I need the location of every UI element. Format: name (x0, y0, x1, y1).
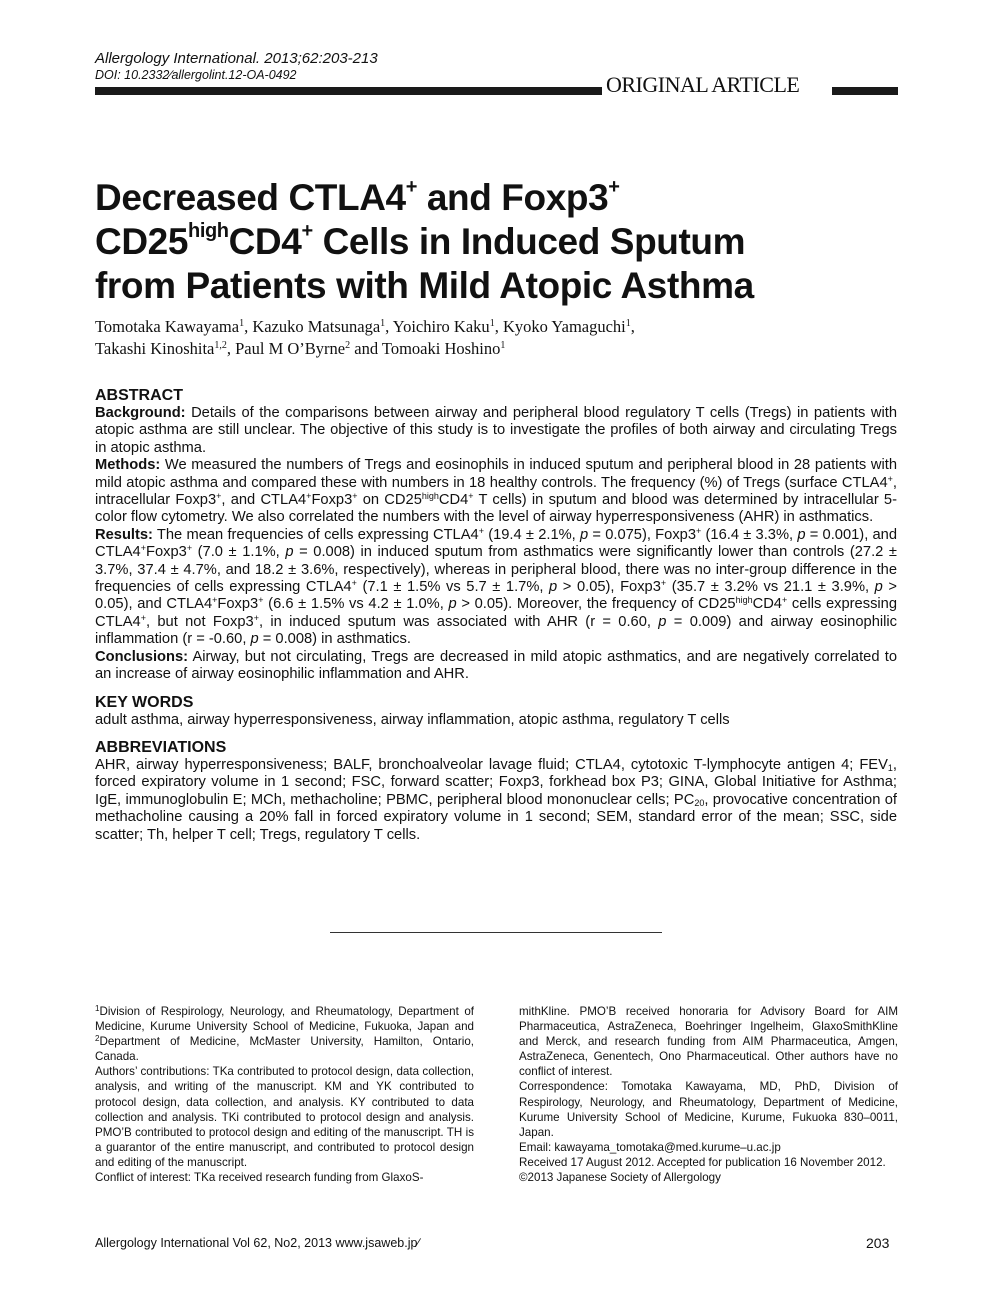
header-rule-right (832, 87, 898, 95)
page-number: 203 (866, 1235, 890, 1251)
title-line-3: from Patients with Mild Atopic Asthma (95, 265, 754, 306)
abbreviations-text: AHR, airway hyperresponsiveness; BALF, bronchoalveolar lavage fluid; CTLA4, cytotoxic T-lymphocyte antigen 4; $FEV_1$, forced expiratory volume in 1 second; FSC, forward scatter; Foxp3, forkhead box P3; GINA, Global Initiative for Asthma; IgE, immunoglobulin E; MCh, methacholine; PBMC, peripheral blood mononuclear cells; $PC_{20}$, provocative concentration of methacholine causing a 20% fall in forced expiratory volume in 1 second; SEM, standard error of the mean; SSC, side scatter; Th, helper T cell; Tregs, regulatory T cells. (95, 756, 897, 843)
journal-reference: Allergology International. 2013;62:203-213 (95, 50, 378, 67)
abbreviations-heading: ABBREVIATIONS (95, 738, 227, 756)
abstract-background: Background: Details of the comparisons between airway and peripheral blood regulatory T cells (Tregs) in patients with atopic asthma are still unclear. The objective of this study is to investigate the profiles of both airway and circulating Tregs in atopic asthma. (95, 405, 897, 456)
keywords-heading: KEY WORDS (95, 693, 194, 711)
keywords-text: adult asthma, airway hyperresponsiveness, airway inflammation, atopic asthma, regulatory T cells (95, 711, 730, 728)
footer-journal: Allergology International Vol 62, No2, 2013 www.jsaweb.jp∕ (95, 1236, 420, 1250)
abstract-section (95, 386, 897, 844)
footnotes-left-column (95, 1004, 474, 1185)
article-title (95, 176, 915, 308)
correspondence-email[interactable]: Email: kawayama_tomotaka@med.kurume–u.ac.jp (519, 1140, 781, 1154)
conflict-of-interest-continued: mithKline. PMO’B received honoraria for Advisory Board for AIM Pharmaceutica, AstraZeneca, Boehringer Ingelheim, GlaxoSmithKline and Merck, and research funding from AIM Pharmaceutica, Amgen, AstraZeneca, Genentech, Ono Pharmaceutical. Other authors have no conflict of interest. (519, 1005, 898, 1079)
abstract-methods: Methods: We measured the numbers of Tregs and eosinophils in induced sputum and peripheral blood in 28 patients with mild atopic asthma and compared these with numbers in 18 healthy controls. The frequency (%) of Tregs (surface CTLA4+, intracellular Foxp3+, and CTLA4+Foxp3+ on $CD25^{high}CD4^+$ T cells) in sputum and blood was determined by intracellular 5-color flow cytometry. We also correlated the numbers with the level of airway hyperresponsiveness (AHR) in asthmatics. (95, 457, 897, 526)
section-label: ORIGINAL ARTICLE (606, 72, 800, 97)
author-contributions: Authors’ contributions: TKa contributed to protocol design, data collection, analysis, and writing of the manuscript. KM and YK contributed to protocol design, data collection, and analysis. KY contributed to data collection and analysis. TKi contributed to protocol design and analysis. PMO’B contributed to protocol design and editing of the manuscript. TH is a guarantor of the entire manuscript, and contributed to protocol design and editing of the manuscript. (95, 1065, 474, 1169)
header-rule-left (95, 87, 602, 95)
doi: DOI: 10.2332∕allergolint.12-OA-0492 (95, 68, 297, 82)
abstract-conclusions: Conclusions: Airway, but not circulating, Tregs are decreased in mild atopic asthmatics, and are negatively correlated to an increase of airway eosinophilic inflammation and AHR. (95, 648, 897, 683)
abstract-results: Results: The mean frequencies of cells expressing CTLA4+ (19.4 ± 2.1%, p = 0.075), Foxp3+ (16.4 ± 3.3%, p = 0.001), and CTLA4+Foxp3+ (7.0 ± 1.1%, p = 0.008) in induced sputum from asthmatics were significantly lower than controls (27.2 ± 3.7%, 37.4 ± 4.7%, and 18.2 ± 3.6%, respectively), whereas in peripheral blood, there was no inter-group difference in the frequencies of cells expressing CTLA4+ (7.1 ± 1.5% vs 5.7 ± 1.7%, p > 0.05), Foxp3+ (35.7 ± 3.2% vs 21.1 ± 3.9%, p > 0.05), and CTLA4+Foxp3+ (6.6 ± 1.5% vs 4.2 ± 1.0%, p > 0.05). Moreover, the frequency of $CD25^{high}CD4^+$ cells expressing CTLA4+, but not Foxp3+, in induced sputum was associated with AHR (r = 0.60, p = 0.009) and airway eosinophilic inflammation (r = -0.60, p = 0.008) in asthmatics. (95, 525, 898, 648)
correspondence: Correspondence: Tomotaka Kawayama, MD, PhD, Division of Respirology, Neurology, and Rheumatology, Department of Medicine, Kurume University School of Medicine, Kurume, Fukuoka 830–0011, Japan. (519, 1080, 898, 1139)
copyright: ©2013 Japanese Society of Allergology (519, 1171, 721, 1185)
footnotes-right-column (519, 1004, 898, 1185)
received-dates: Received 17 August 2012. Accepted for publication 16 November 2012. (519, 1155, 886, 1169)
separator-rule (330, 932, 662, 933)
title-line-1: Decreased CTLA4+ and Foxp3+ (95, 176, 620, 218)
author-list: Tomotaka Kawayama$^1$, Kazuko Matsunaga$^1$, Yoichiro Kaku$^1$, Kyoko Yamaguchi$^1$, Takashi Kinoshita$^{1,2}$, Paul M O’Byrne$^2$ and Tomoaki Hoshino$^1$ (95, 317, 635, 358)
title-line-2: $CD25^{high}CD4^+$ Cells in Induced Sputum (95, 220, 746, 262)
conflict-of-interest: Conflict of interest: TKa received research funding from GlaxoS- (95, 1171, 424, 1185)
abstract-heading: ABSTRACT (95, 387, 183, 404)
affiliations: $^1$Division of Respirology, Neurology, and Rheumatology, Department of Medicine, Kurume University School of Medicine, Fukuoka, Japan and $^2$Department of Medicine, McMaster University, Hamilton, Ontario, Canada. (95, 1004, 474, 1064)
